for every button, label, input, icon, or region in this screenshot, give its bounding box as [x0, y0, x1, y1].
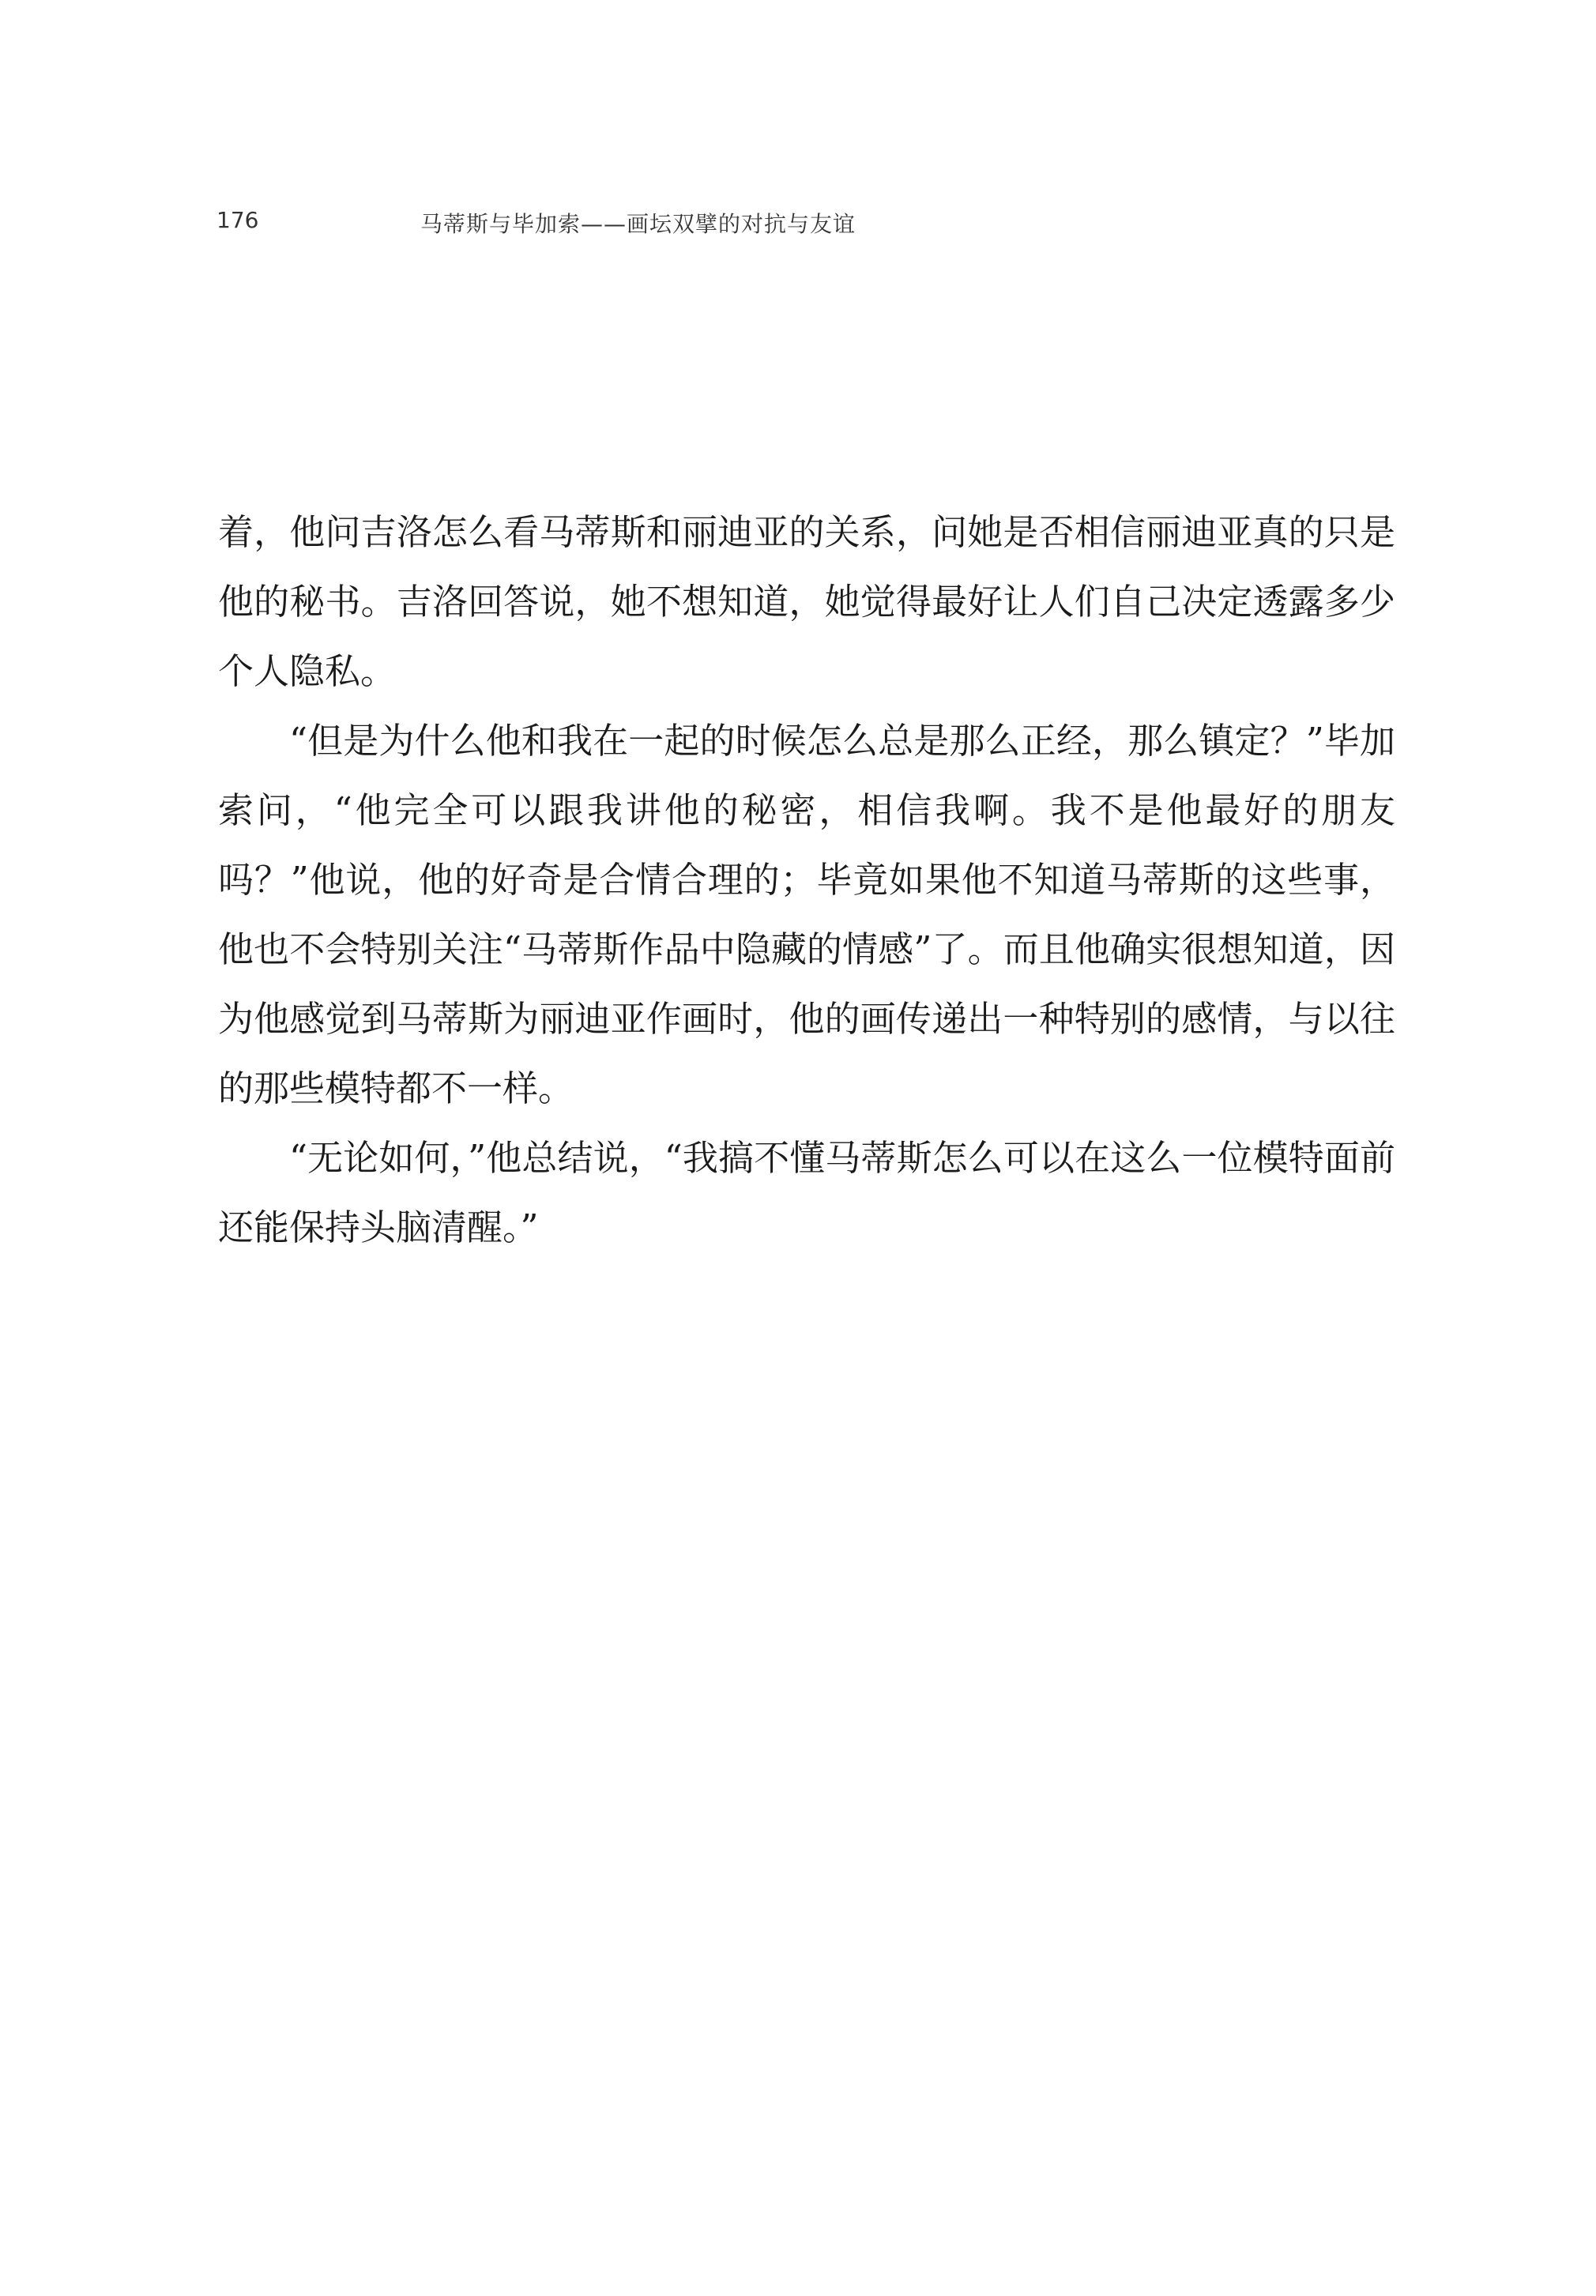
running-header	[216, 207, 1402, 247]
book-title: 马蒂斯与毕加索——画坛双擘的对抗与友谊	[420, 211, 856, 237]
page-number: 176	[216, 207, 259, 233]
paragraph-1: 着，他问吉洛怎么看马蒂斯和丽迪亚的关系，问她是否相信丽迪亚真的只是他的秘书。吉洛回答说，她不想知道，她觉得最好让人们自己决定透露多少个人隐私。	[218, 511, 1395, 692]
body-text	[218, 498, 1395, 1263]
paragraph-2: “但是为什么他和我在一起的时候怎么总是那么正经，那么镇定？”毕加索问，“他完全可以跟我讲他的秘密，相信我啊。我不是他最好的朋友吗？”他说，他的好奇是合情合理的；毕竟如果他不知道马蒂斯的这些事，他也不会特别关注“马蒂斯作品中隐藏的情感”了。而且他确实很想知道，因为他感觉到马蒂斯为丽迪亚作画时，他的画传递出一种特别的感情，与以往的那些模特都不一样。	[218, 720, 1395, 1109]
paragraph-3: “无论如何，”他总结说，“我搞不懂马蒂斯怎么可以在这么一位模特面前还能保持头脑清醒。”	[218, 1137, 1395, 1248]
